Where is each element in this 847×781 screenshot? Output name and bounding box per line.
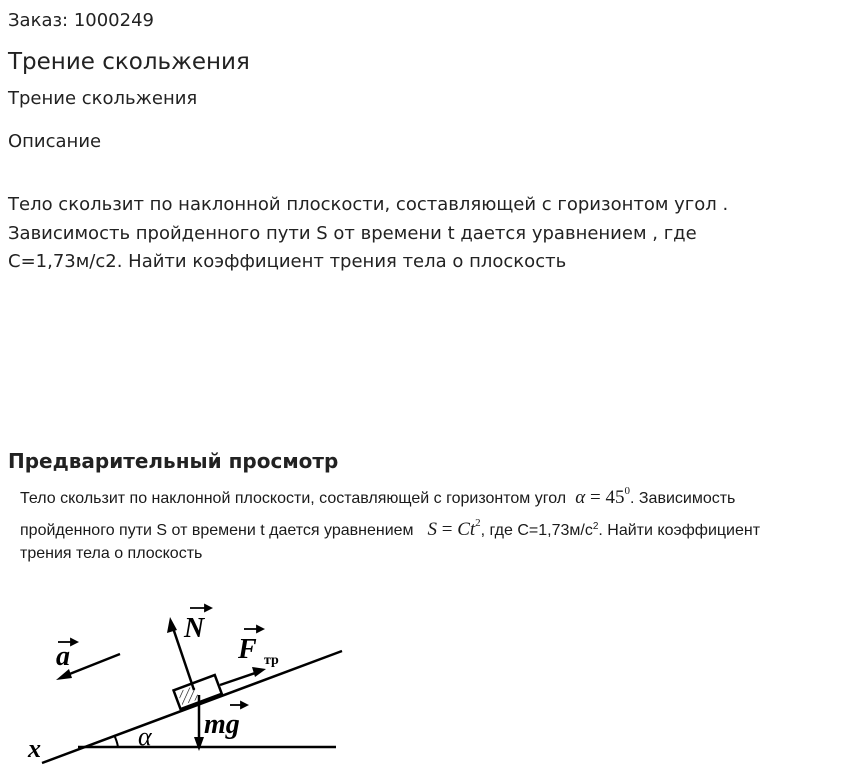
formula-45: 45 xyxy=(605,487,625,508)
description-line-3: С=1,73м/с2. Найти коэффициент трения тела о плоскость xyxy=(8,251,567,272)
preview-line-2 xyxy=(20,517,760,541)
formula-equals-2: = xyxy=(436,519,458,540)
label-F-sub: тр xyxy=(264,653,279,668)
description-line-1: Тело скользит по наклонной плоскости, составляющей с горизонтом угол . xyxy=(8,194,729,215)
preview-line-2-tail: , где С=1,73м/с xyxy=(480,522,593,539)
normal-force-arrowhead xyxy=(167,617,177,633)
formula-equals: = xyxy=(585,487,606,508)
label-x: x xyxy=(28,734,41,763)
preview-line-2-text: пройденного пути S от времени t дается уравнением xyxy=(20,522,414,539)
path-formula xyxy=(418,519,481,540)
order-number: Заказ: 1000249 xyxy=(8,10,154,31)
formula-s: S xyxy=(427,519,437,540)
preview-line-1-tail: . Зависимость xyxy=(630,490,736,507)
vector-mark-a-head xyxy=(71,639,77,645)
label-N: N xyxy=(184,613,205,644)
angle-formula xyxy=(571,487,630,508)
vector-mark-N-head xyxy=(205,605,211,611)
page-subtitle: Трение скольжения xyxy=(8,88,198,109)
preview-line-2-tail-end: . Найти коэффициент xyxy=(598,522,761,539)
label-F: F xyxy=(238,634,257,665)
friction-force-vector xyxy=(220,672,258,685)
vector-mark-F-head xyxy=(257,626,263,632)
page-title: Трение скольжения xyxy=(8,49,250,75)
preview-heading: Предварительный просмотр xyxy=(8,449,339,473)
unit-square: 2 xyxy=(592,521,599,532)
description-heading: Описание xyxy=(8,131,102,152)
formula-degree: 0 xyxy=(624,485,630,497)
label-alpha: α xyxy=(138,722,152,751)
preview-line-1-text: Тело скользит по наклонной плоскости, составляющей с горизонтом угол xyxy=(20,490,567,507)
formula-ct: Ct xyxy=(457,519,476,540)
angle-arc xyxy=(114,735,118,747)
acceleration-vector xyxy=(62,654,120,677)
description-line-2: Зависимость пройденного пути S от времени t дается уравнением , где xyxy=(8,223,697,244)
formula-alpha: α xyxy=(575,487,586,508)
preview-line-3: трения тела о плоскость xyxy=(20,545,203,562)
label-mg: mg xyxy=(204,709,240,740)
formula-square: 2 xyxy=(475,517,481,529)
block xyxy=(174,675,222,709)
friction-force-arrowhead xyxy=(252,667,266,677)
vector-mark-g-head xyxy=(241,702,247,708)
gravity-arrowhead xyxy=(194,737,204,751)
label-a: a xyxy=(56,641,70,672)
inclined-plane-diagram xyxy=(20,595,360,775)
preview-line-1 xyxy=(20,485,735,509)
